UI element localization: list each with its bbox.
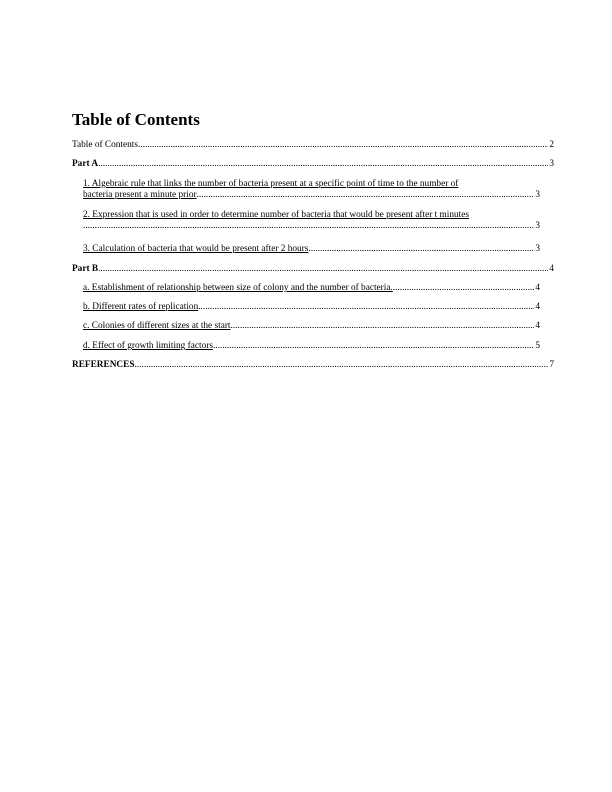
toc-entry-title: b. Different rates of replication xyxy=(83,302,199,312)
dot-leader xyxy=(213,341,534,352)
toc-entry-part-b[interactable] xyxy=(72,264,554,275)
toc-page-number: 4 xyxy=(535,283,540,293)
toc-entry-title: Part A xyxy=(72,159,99,169)
toc-entry-title: Table of Contents xyxy=(72,140,138,150)
toc-page-number: 3 xyxy=(535,190,540,200)
toc-page-number: 2 xyxy=(549,140,554,150)
toc-page-number: 3 xyxy=(535,244,540,254)
dot-leader xyxy=(393,283,535,294)
toc-entry-title: c. Colonies of different sizes at the start xyxy=(83,321,231,331)
toc-entry-1-algebraic-rule[interactable] xyxy=(83,179,540,201)
toc-entry-references[interactable] xyxy=(72,360,554,371)
dot-leader xyxy=(197,190,535,201)
toc-entry-title: REFERENCES xyxy=(72,360,135,370)
toc-entry-title: 3. Calculation of bacteria that would be present after 2 hours xyxy=(83,244,309,254)
toc-page-number: 4 xyxy=(549,264,554,274)
dot-leader xyxy=(83,221,534,232)
toc-entry-a-relationship[interactable] xyxy=(83,283,540,294)
toc-entry-table-of-contents[interactable] xyxy=(72,140,554,151)
toc-entry-title-line1: 1. Algebraic rule that links the number of bacteria present at a specific point of time to the number of xyxy=(83,179,459,189)
toc-entry-title: a. Establishment of relationship between size of colony and the number of bacteria. xyxy=(83,283,393,293)
dot-leader xyxy=(138,140,548,151)
toc-page-number: 5 xyxy=(535,341,540,351)
toc-page-number: 7 xyxy=(549,360,554,370)
toc-entry-b-replication-rates[interactable] xyxy=(83,302,540,313)
toc-entry-2-expression[interactable] xyxy=(83,210,540,232)
dot-leader xyxy=(98,159,548,170)
toc-entry-part-a[interactable] xyxy=(72,159,554,170)
toc-page-number: 3 xyxy=(549,159,554,169)
toc-page-number: 4 xyxy=(535,302,540,312)
toc-entry-title: Part B xyxy=(72,264,99,274)
toc-entry-title-line1: 2. Expression that is used in order to determine number of bacteria that would be present after t minutes xyxy=(83,210,469,220)
toc-entry-d-growth-limiting[interactable] xyxy=(83,341,540,352)
toc-entry-3-calculation[interactable] xyxy=(83,244,540,255)
toc-page-number: 3 xyxy=(535,221,540,231)
dot-leader xyxy=(98,264,548,275)
dot-leader xyxy=(308,244,534,255)
dot-leader xyxy=(231,321,535,332)
toc-page-number: 4 xyxy=(535,321,540,331)
dot-leader xyxy=(135,360,549,371)
toc-heading: Table of Contents xyxy=(72,110,200,129)
toc-entry-title: d. Effect of growth limiting factors xyxy=(83,341,213,351)
toc-entry-c-colony-sizes[interactable] xyxy=(83,321,540,332)
dot-leader xyxy=(198,302,534,313)
toc-entry-title: bacteria present a minute prior xyxy=(83,190,197,200)
